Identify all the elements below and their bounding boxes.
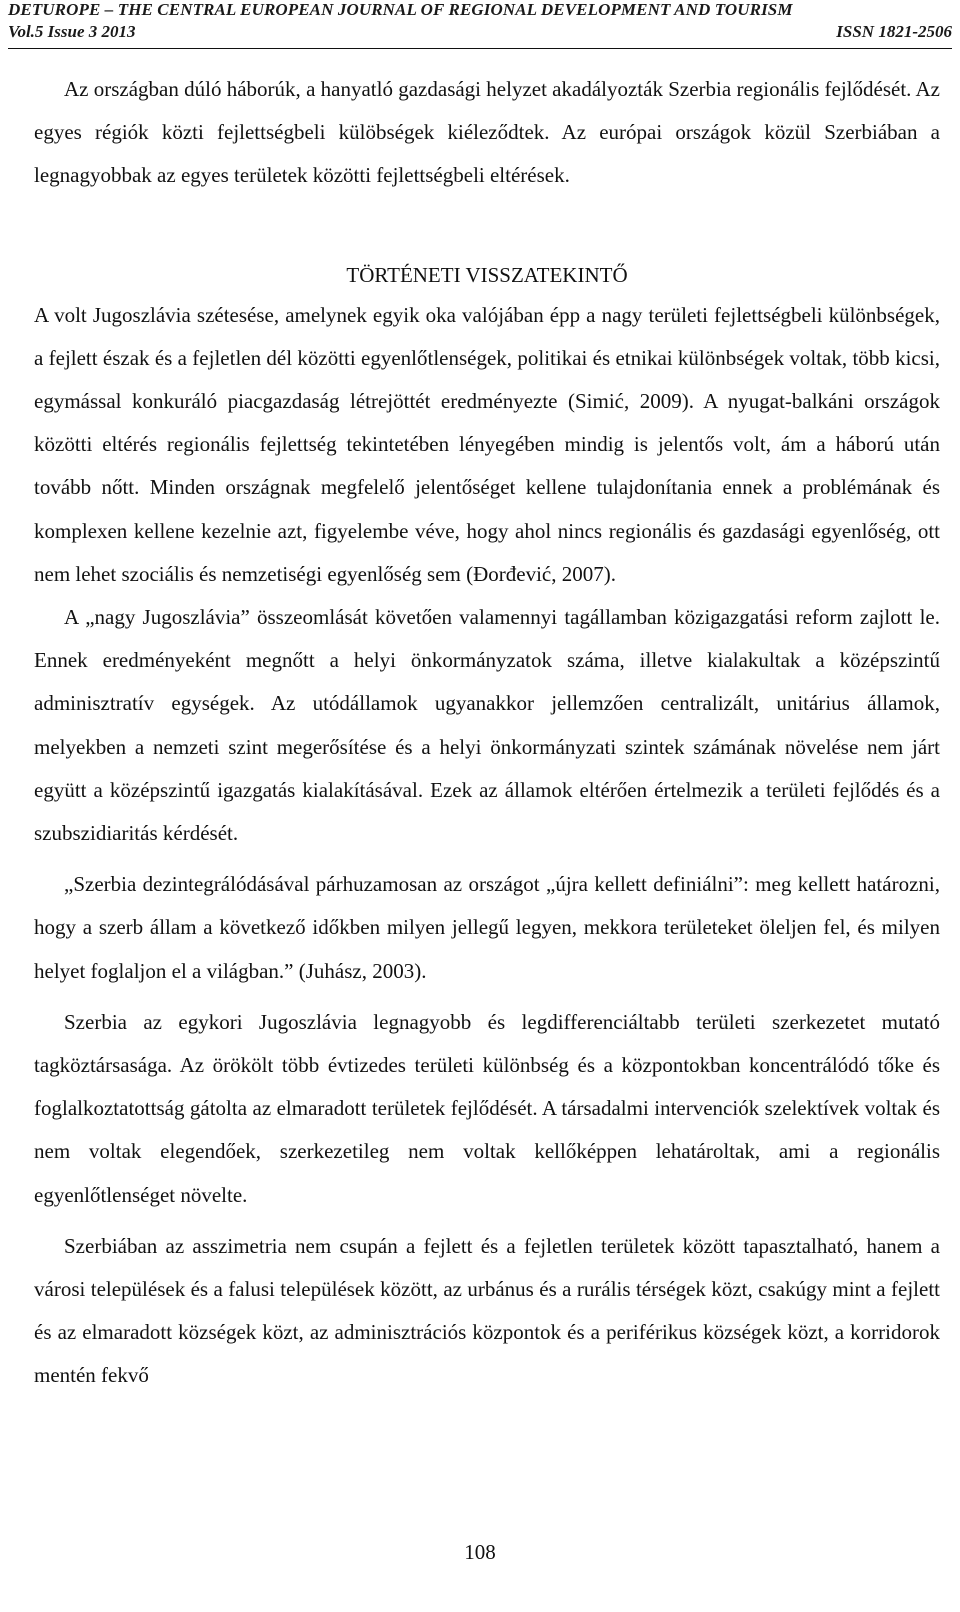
body-paragraph: A „nagy Jugoszlávia” összeomlását követően valamennyi tagállamban közigazgatási reform zajlott le. Ennek eredményeként megnőtt a helyi önkormányzatok száma, illetve kialakultak a középszintű adminisztratív egységek. Az utódállamok ugyanakkor jellemzően centralizált, unitárius államok, melyekben a nemzeti szint megerősítése és a helyi önkormányzati szintek számának növelése nem járt együtt a középszintű igazgatás kialakításával. Ezek az államok eltérően értelmezik a területi fejlődés és a szubszidiaritás kérdését. — [34, 605, 940, 846]
quote-paragraph: „Szerbia dezintegrálódásával párhuzamosan az országot „újra kellett definiálni”: meg kellett határozni, hogy a szerb állam a következő időkben milyen jellegű legyen, mekkora területeket öleljen fel, és milyen helyet foglaljon el a világban.” (Juhász, 2003). — [34, 872, 940, 983]
volume-issue: Vol.5 Issue 3 2013 — [8, 22, 136, 41]
issn: ISSN 1821-2506 — [836, 22, 952, 41]
body-paragraph: A volt Jugoszlávia szétesése, amelynek egyik oka valójában épp a nagy területi fejlettségbeli különbségek, a fejlett észak és a fejletlen dél közötti egyenlőtlenségek, politikai és etnikai különbségek voltak, több kicsi, egymással konkuráló piacgazdaság létrejöttét eredményezte (Simić, 2009). A nyugat-balkáni országok közötti eltérés regionális fejlettség tekintetében lényegében mindig is jelentős volt, ám a háború után tovább nőtt. Minden országnak megfelelő jelentőséget kellene tulajdonítania ennek a problémának és komplexen kellene kezelnie azt, figyelembe véve, hogy ahol nincs regionális és gazdasági egyenlőség, ott nem lehet szociális és nemzetiségi egyenlőség sem (Đorđević, 2007). — [34, 302, 940, 586]
body-paragraph: Szerbiában az asszimetria nem csupán a fejlett és a fejletlen területek között tapasztalható, hanem a városi települések és a falusi települések között, az urbánus és a rurális térségek közt, csakúgy mint a fejlett és az elmaradott községek közt, az adminisztrációs központok és a periférikus községek közt, a korridorok mentén fekvő — [34, 1233, 940, 1388]
section-title: TÖRTÉNETI VISSZATEKINTŐ — [346, 262, 628, 287]
article-body — [34, 68, 940, 1398]
page-number: 108 — [464, 1540, 496, 1564]
journal-title: DETUROPE – THE CENTRAL EUROPEAN JOURNAL OF REGIONAL DEVELOPMENT AND TOURISM — [8, 0, 793, 19]
intro-paragraph: Az országban dúló háborúk, a hanyatló gazdasági helyzet akadályozták Szerbia regionális fejlődését. Az egyes régiók közti fejlettségbeli külöbségek kiéleződtek. Az európai országok közül Szerbiában a legnagyobbak az egyes területek közötti fejlettségbeli eltérések. — [34, 77, 940, 188]
body-paragraph: Szerbia az egykori Jugoszlávia legnagyobb és legdifferenciáltabb területi szerkezetet mutató tagköztársasága. Az örökölt több évtizedes területi különbség és a központokban koncentrálódó tőke és foglalkoztatottság gátolta az elmaradott területek fejlődését. A társadalmi intervenciók szelektívek voltak és nem voltak elegendőek, szerkezetileg nem voltak kellőképpen lehatároltak, ami a regionális egyenlőtlenséget növelte. — [34, 1009, 940, 1207]
running-header — [8, 0, 952, 49]
